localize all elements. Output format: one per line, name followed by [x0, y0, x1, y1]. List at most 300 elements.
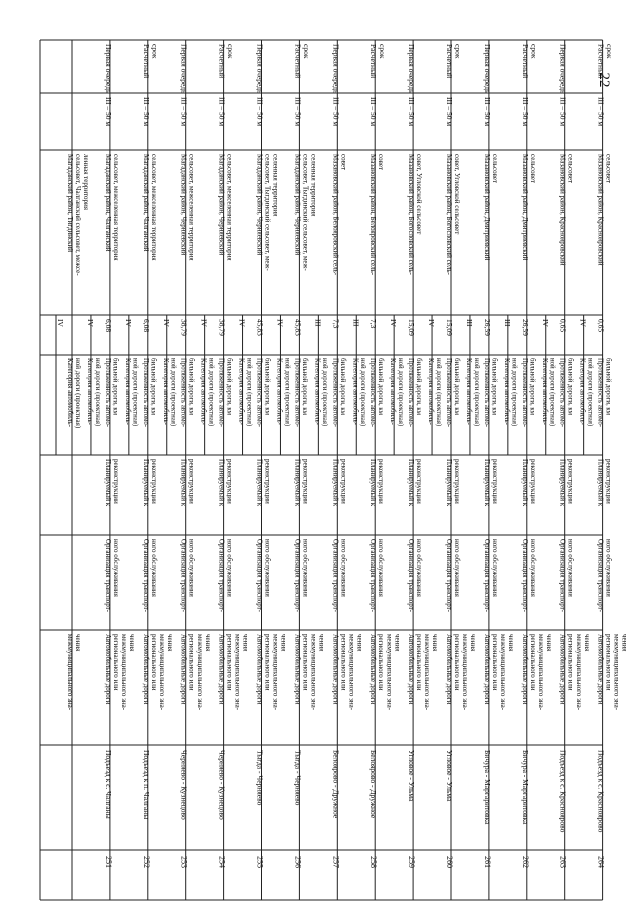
road-status: [293, 459, 309, 507]
header-param-value: [56, 319, 65, 327]
road-location-line: сельсовет, межселенная территория: [149, 154, 158, 261]
param-category-label-line: ной дороги (проектная): [169, 358, 177, 427]
param-length-label-line: бильной дороги, км: [566, 358, 574, 416]
road-purpose-line: регионального или: [453, 634, 462, 691]
sanitary-zone-line: III – 50 м: [141, 97, 151, 127]
param-category-label-line: ной дороги (проектная): [548, 358, 556, 427]
row-number-line: 261: [482, 856, 492, 868]
sanitary-zone: [256, 97, 265, 126]
header-param-name-line: ной дороги (проектная): [74, 358, 83, 429]
road-purpose: [407, 634, 439, 711]
sanitary-zone-line: III – 50 м: [596, 97, 606, 127]
road-length-line: 26,59: [520, 319, 530, 336]
road-purpose-line: чения: [317, 634, 326, 652]
implementation-term: [104, 44, 113, 94]
road-category: [275, 319, 284, 327]
param-category-label-line: Категория автомобиль-: [540, 358, 548, 425]
road-name: [331, 750, 340, 819]
road-location: [256, 154, 280, 271]
road-purpose-line: чения: [279, 634, 288, 652]
road-function-line: ного обслуживания: [604, 539, 613, 597]
road-purpose-line: межмуниципального зна-: [157, 634, 166, 711]
param-length-label-line: бильной дороги, км: [263, 358, 271, 416]
road-location: [559, 154, 575, 266]
row-number: [218, 856, 227, 868]
road-location-line: Мазановский район, Дмитриевский: [482, 154, 491, 261]
road-location-line: Мазановский район, Белояровский сель-: [369, 154, 378, 276]
sanitary-zone: [521, 97, 530, 126]
road-category: [465, 319, 474, 327]
road-purpose-line: Автомобильные дороги: [331, 634, 340, 705]
implementation-term: [142, 44, 160, 78]
road-purpose-line: межмуниципального зна-: [499, 634, 507, 711]
road-name: [483, 750, 492, 825]
road-location-line: сельсовет, Тыгдинский сельсовет, меж-: [263, 154, 272, 271]
road-purpose-line: Автомобильные дороги: [369, 634, 378, 705]
row-number: [445, 856, 454, 868]
road-name: [407, 750, 416, 802]
road-purpose-line: межмуниципального зна-: [195, 634, 204, 711]
header-param-name: [66, 358, 82, 429]
road-purpose-line: Автомобильные дороги: [520, 634, 529, 705]
road-category: [503, 319, 512, 327]
implementation-term: [331, 44, 340, 94]
header-purpose-tail: [66, 634, 82, 711]
road-category-line: IV: [161, 319, 171, 327]
sanitary-zone-line: III – 50 м: [482, 97, 492, 127]
road-purpose-line: регионального или: [528, 634, 537, 691]
param-length-label: [142, 358, 157, 428]
road-location-line: совет, Угловской сельсовет: [453, 154, 462, 235]
road-purpose-line: межмуниципального зна-: [536, 634, 545, 711]
road-length: [180, 319, 189, 336]
road-category: [162, 319, 171, 327]
implementation-term: [445, 44, 463, 78]
road-purpose: [331, 634, 363, 711]
road-function: [369, 539, 385, 613]
road-purpose-line: межмуниципального зна-: [461, 634, 470, 711]
road-status-line: Планируемый к: [179, 459, 188, 507]
param-length-label: [407, 358, 422, 428]
road-function-line: Организация транспорт-: [293, 539, 302, 613]
param-category-label-line: ной дороги (проектная): [510, 358, 518, 427]
road-location: [407, 154, 423, 276]
road-length-line: 15,09: [445, 319, 454, 336]
road-name-line: Белоярово - Дружное: [331, 750, 341, 819]
road-function: [104, 539, 120, 613]
road-purpose-line: чения: [241, 634, 250, 652]
implementation-term: [407, 44, 416, 94]
road-status-line: Планируемый к: [103, 459, 112, 507]
param-category-label: [200, 358, 215, 426]
road-category-line: IV: [275, 319, 285, 327]
implementation-term-line: Расчетный: [217, 44, 227, 79]
road-function: [407, 539, 423, 613]
road-function-line: ного обслуживания: [225, 539, 234, 597]
param-length-label-line: Протяженность автомо-: [293, 358, 301, 428]
table-cells: [56, 44, 629, 868]
row-number-line: 258: [369, 856, 379, 868]
road-location-line: Магаданский район, Чалганский: [141, 154, 150, 252]
header-purpose-tail-line: чения: [74, 634, 83, 652]
road-purpose-line: чения: [355, 634, 364, 652]
road-length: [218, 319, 227, 336]
road-location: [104, 154, 120, 261]
road-function-line: ного обслуживания: [339, 539, 348, 597]
road-status-line: Планируемый к: [520, 459, 529, 507]
road-status-line: Планируемый к: [596, 459, 605, 507]
road-status-line: реконструкции: [339, 459, 348, 504]
implementation-term-line: Расчетный: [141, 44, 151, 79]
road-location-line: селенная территория: [309, 154, 318, 217]
road-length: [331, 319, 340, 329]
road-category: [389, 319, 398, 327]
road-length-line: 26,59: [482, 319, 492, 336]
road-location-line: Мазановский район, Краснояровский: [596, 154, 605, 266]
param-category-label-line: ной дороги (проектная): [359, 358, 367, 427]
header-location-line: ленная территория: [82, 154, 91, 211]
road-name: [256, 750, 265, 806]
param-length-label: [218, 358, 233, 428]
road-location-line: сельсовет: [490, 154, 499, 184]
param-category-label: [86, 358, 101, 426]
param-length-label: [521, 358, 536, 428]
row-number-line: 254: [217, 856, 227, 868]
param-length-label-line: Протяженность автомо-: [558, 358, 566, 428]
road-purpose-line: Автомобильные дороги: [407, 634, 416, 705]
road-location-line: Мазановский район, Краснояровский: [558, 154, 567, 266]
road-category-line: IV: [427, 319, 437, 327]
param-length-label-line: бильной дороги, км: [377, 358, 385, 416]
implementation-term-line: Первая очередь: [179, 44, 189, 94]
road-purpose-line: Автомобильные дороги: [445, 634, 453, 705]
road-purpose-line: Автомобильные дороги: [293, 634, 302, 705]
road-purpose-line: межмуниципального зна-: [574, 634, 583, 711]
param-length-label-line: Протяженность автомо-: [482, 358, 490, 428]
road-status: [104, 459, 120, 507]
param-length-label-line: бильной дороги, км: [339, 358, 347, 416]
road-purpose-line: чения: [165, 634, 174, 652]
road-status: [597, 459, 613, 507]
implementation-term-line: срок: [529, 44, 539, 59]
road-location: [293, 154, 317, 271]
implementation-term: [559, 44, 568, 94]
param-category-label-line: Категория автомобиль-: [237, 358, 245, 425]
road-status-line: реконструкции: [566, 459, 575, 504]
header-param-name-line: Категория автомобиль-: [66, 358, 74, 427]
road-purpose-line: чения: [582, 634, 591, 652]
sanitary-zone: [559, 97, 568, 126]
road-status: [331, 459, 347, 507]
sanitary-zone-line: III – 50 м: [255, 97, 265, 127]
road-category: [238, 319, 247, 327]
road-location-line: сельсовет, Тыгдинский сельсовет, меж-: [301, 154, 310, 271]
param-length-label-line: бильной дороги, км: [187, 358, 195, 416]
road-location: [597, 154, 613, 266]
road-purpose: [142, 634, 174, 711]
road-status-line: реконструкции: [149, 459, 158, 504]
road-purpose-line: межмуниципального зна-: [347, 634, 356, 711]
road-category-line: III: [313, 319, 323, 327]
param-length-label-line: бильной дороги, км: [225, 358, 233, 416]
road-purpose-line: регионального или: [111, 634, 120, 691]
road-location-line: сельсовет: [528, 154, 537, 184]
param-category-label: [238, 358, 253, 426]
road-location-line: совет: [339, 154, 348, 171]
implementation-term: [369, 44, 387, 78]
road-function: [597, 539, 613, 613]
road-name-line: Подъезд к с. Красноярово: [558, 750, 568, 833]
road-status: [142, 459, 158, 507]
road-purpose: [180, 634, 212, 711]
road-location-line: сельсовет, межселенная территория: [225, 154, 234, 261]
road-purpose-line: регионального или: [149, 634, 158, 691]
sanitary-zone-line: III – 50 м: [369, 97, 379, 127]
param-category-label-line: Категория автомобиль-: [502, 358, 510, 425]
road-length-line: 6,08: [103, 319, 113, 333]
param-length-label: [369, 358, 384, 428]
param-category-label-line: ной дороги (проектная): [586, 358, 594, 427]
road-purpose-line: межмуниципального зна-: [271, 634, 280, 711]
road-status-line: реконструкции: [490, 459, 499, 504]
road-status: [256, 459, 272, 507]
header-param-value-line: IV: [56, 319, 65, 327]
table-grid: [40, 40, 603, 900]
road-length: [445, 319, 454, 336]
road-status: [407, 459, 423, 507]
road-purpose-line: Автомобильные дороги: [103, 634, 112, 705]
row-number-line: 260: [445, 856, 454, 868]
road-purpose-line: регионального или: [187, 634, 196, 691]
road-location-line: Мазановский район, Белояровский сель-: [331, 154, 340, 276]
road-purpose-line: Автомобильные дороги: [596, 634, 605, 705]
implementation-term-line: срок: [377, 44, 387, 59]
road-location-line: Магаданский район, Черняевский: [179, 154, 188, 256]
road-location: [445, 154, 461, 276]
param-category-label-line: Категория автомобиль-: [275, 358, 283, 425]
road-location-line: Магаданский район, Черняевский: [217, 154, 226, 256]
param-category-label-line: ной дороги (проектная): [396, 358, 404, 427]
sanitary-zone: [483, 97, 492, 126]
road-purpose-line: Автомобильные дороги: [217, 634, 226, 705]
road-function-line: ного обслуживания: [301, 539, 310, 597]
param-category-label-line: Категория автомобиль-: [389, 358, 397, 425]
road-length-line: 15,09: [407, 319, 417, 336]
param-category-label-line: ной дороги (проектная): [93, 358, 101, 427]
road-name-line: Подъезд к с. Чалганы: [103, 750, 113, 819]
implementation-term-line: Расчетный: [520, 44, 530, 79]
road-function-line: ного обслуживания: [415, 539, 424, 597]
road-purpose-line: регионального или: [604, 634, 613, 691]
road-purpose: [256, 634, 288, 711]
road-name-line: Подъезд к п. Чалганы: [141, 750, 151, 820]
road-name-line: Подъезд к с. Красноярово: [596, 750, 606, 833]
param-length-label-line: Протяженность автомо-: [445, 358, 452, 428]
road-purpose-line: чения: [393, 634, 402, 652]
param-length-label: [597, 358, 612, 428]
road-length-line: 0,65: [558, 319, 568, 333]
road-name-line: Тыгда - Черняево: [293, 750, 303, 806]
road-function-line: ного обслуживания: [566, 539, 575, 597]
road-location-line: сельсовет: [604, 154, 613, 184]
sanitary-zone-line: III – 50 м: [558, 97, 568, 127]
param-category-label: [389, 358, 404, 426]
param-category-label-line: Категория автомобиль-: [351, 358, 359, 425]
road-location-line: Мазановский район, Дмитриевский: [520, 154, 529, 261]
road-length-line: 6,08: [141, 319, 151, 333]
road-status-line: Планируемый к: [445, 459, 453, 507]
road-function-line: ного обслуживания: [149, 539, 158, 597]
road-category: [200, 319, 209, 327]
implementation-term: [180, 44, 189, 94]
road-purpose-line: регионального или: [225, 634, 234, 691]
header-location-line: сельсовет, Чалганский сельсовет, межсе-: [74, 154, 83, 276]
road-status-line: реконструкции: [377, 459, 386, 504]
road-category-line: III: [351, 319, 361, 327]
road-function: [293, 539, 309, 613]
road-status-line: реконструкции: [263, 459, 272, 504]
implementation-term-line: Первая очередь: [103, 44, 113, 94]
sanitary-zone: [445, 97, 454, 126]
param-length-label: [331, 358, 346, 428]
row-number: [331, 856, 340, 868]
road-name: [218, 750, 227, 820]
row-number: [407, 856, 416, 868]
row-number-line: 259: [407, 856, 417, 868]
road-category: [351, 319, 360, 327]
road-name-line: Бичура - Маргаритовка: [482, 750, 492, 825]
implementation-term-line: Расчетный: [445, 44, 454, 79]
road-category-line: IV: [85, 319, 95, 327]
road-category: [579, 319, 588, 327]
road-status-line: реконструкции: [415, 459, 424, 504]
road-location-line: Мазановский район, Богословский сель-: [445, 154, 453, 275]
road-category-line: IV: [123, 319, 133, 327]
road-purpose-line: Автомобильные дороги: [179, 634, 188, 705]
sanitary-zone-line: III – 50 м: [331, 97, 341, 127]
road-name: [521, 750, 530, 825]
road-length: [521, 319, 530, 336]
road-function-line: Организация транспорт-: [331, 539, 340, 613]
header-purpose-tail-line: межмуниципального зна-: [66, 634, 74, 711]
road-function: [180, 539, 196, 613]
road-location: [369, 154, 385, 276]
road-status-line: реконструкции: [604, 459, 613, 504]
road-purpose-line: Автомобильные дороги: [141, 634, 150, 705]
road-category: [541, 319, 550, 327]
road-status-line: реконструкции: [301, 459, 310, 504]
road-location-line: Магаданский район, Черняевский: [293, 154, 302, 256]
road-status-line: реконструкции: [453, 459, 462, 504]
implementation-term-line: срок: [226, 44, 236, 59]
road-location-line: Магаданский район, Черняевский: [255, 154, 264, 256]
road-function-line: ного обслуживания: [377, 539, 386, 597]
row-number-line: 252: [141, 856, 151, 868]
road-category: [427, 319, 436, 327]
road-location-line: сельсовет: [566, 154, 575, 184]
road-name: [104, 750, 113, 819]
implementation-term-line: Первая очередь: [558, 44, 568, 94]
implementation-term-line: Расчетный: [293, 44, 303, 79]
road-status: [559, 459, 575, 507]
sanitary-zone: [180, 97, 189, 126]
sanitary-zone: [597, 97, 606, 126]
road-status-line: реконструкции: [225, 459, 234, 504]
road-function: [218, 539, 234, 613]
road-length: [104, 319, 113, 332]
sanitary-zone-line: III – 50 м: [103, 97, 113, 127]
road-category-line: IV: [578, 319, 588, 327]
implementation-term: [483, 44, 492, 94]
param-length-label-line: бильной дороги, км: [301, 358, 309, 416]
road-category-line: IV: [199, 319, 209, 327]
road-location: [521, 154, 537, 261]
param-length-label-line: Протяженность автомо-: [407, 358, 415, 428]
road-length-line: 38,79: [217, 319, 227, 336]
implementation-term-line: Первая очередь: [255, 44, 265, 94]
road-function-line: Организация транспорт-: [103, 539, 112, 613]
road-function-line: ного обслуживания: [490, 539, 499, 597]
param-length-label-line: бильной дороги, км: [604, 358, 612, 416]
road-purpose-line: регионального или: [415, 634, 424, 691]
road-function-line: Организация транспорт-: [179, 539, 188, 613]
road-location-line: сельсовет, межселенная территория: [111, 154, 120, 261]
road-length-line: 7,3: [369, 319, 379, 329]
road-purpose-line: Автомобильные дороги: [255, 634, 264, 705]
road-status-line: Планируемый к: [141, 459, 150, 507]
param-length-label: [445, 358, 460, 428]
road-function-line: Организация транспорт-: [482, 539, 491, 613]
road-name-line: Белоярово - Дружное: [369, 750, 379, 819]
road-location-line: селенная территория: [271, 154, 280, 217]
param-length-label-line: Протяженность автомо-: [103, 358, 111, 428]
road-name-line: Черняево - Кузнецово: [217, 750, 227, 820]
param-category-label: [124, 358, 139, 426]
row-number-line: 257: [331, 856, 341, 868]
road-function: [521, 539, 537, 613]
road-purpose: [445, 634, 477, 711]
road-length-line: 45,83: [293, 319, 303, 336]
param-length-label-line: бильной дороги, км: [414, 358, 422, 416]
sanitary-zone-line: III – 50 м: [407, 97, 417, 127]
param-length-label-line: бильной дороги, км: [111, 358, 119, 416]
implementation-term: [218, 44, 236, 78]
implementation-term-line: Первая очередь: [407, 44, 417, 94]
road-purpose-line: межмуниципального зна-: [423, 634, 432, 711]
road-function-line: ного обслуживания: [111, 539, 120, 597]
road-purpose-line: Автомобильные дороги: [558, 634, 567, 705]
road-status-line: реконструкции: [528, 459, 537, 504]
implementation-term-line: Расчетный: [369, 44, 379, 79]
road-purpose: [218, 634, 250, 711]
implementation-term-line: Первая очередь: [482, 44, 492, 94]
row-number: [483, 856, 492, 868]
road-purpose: [104, 634, 136, 711]
implementation-term-line: срок: [150, 44, 160, 59]
road-status-line: Планируемый к: [293, 459, 302, 507]
road-status-line: реконструкции: [187, 459, 196, 504]
road-status: [180, 459, 196, 507]
road-status-line: Планируемый к: [369, 459, 378, 507]
road-category-line: III: [464, 319, 474, 327]
sanitary-zone-line: III – 50 м: [520, 97, 530, 127]
road-function: [483, 539, 499, 613]
implementation-term: [521, 44, 539, 78]
row-number-line: 255: [255, 856, 265, 868]
param-length-label-line: бильной дороги, км: [528, 358, 536, 416]
road-purpose-line: регионального или: [566, 634, 575, 691]
road-status: [369, 459, 385, 507]
